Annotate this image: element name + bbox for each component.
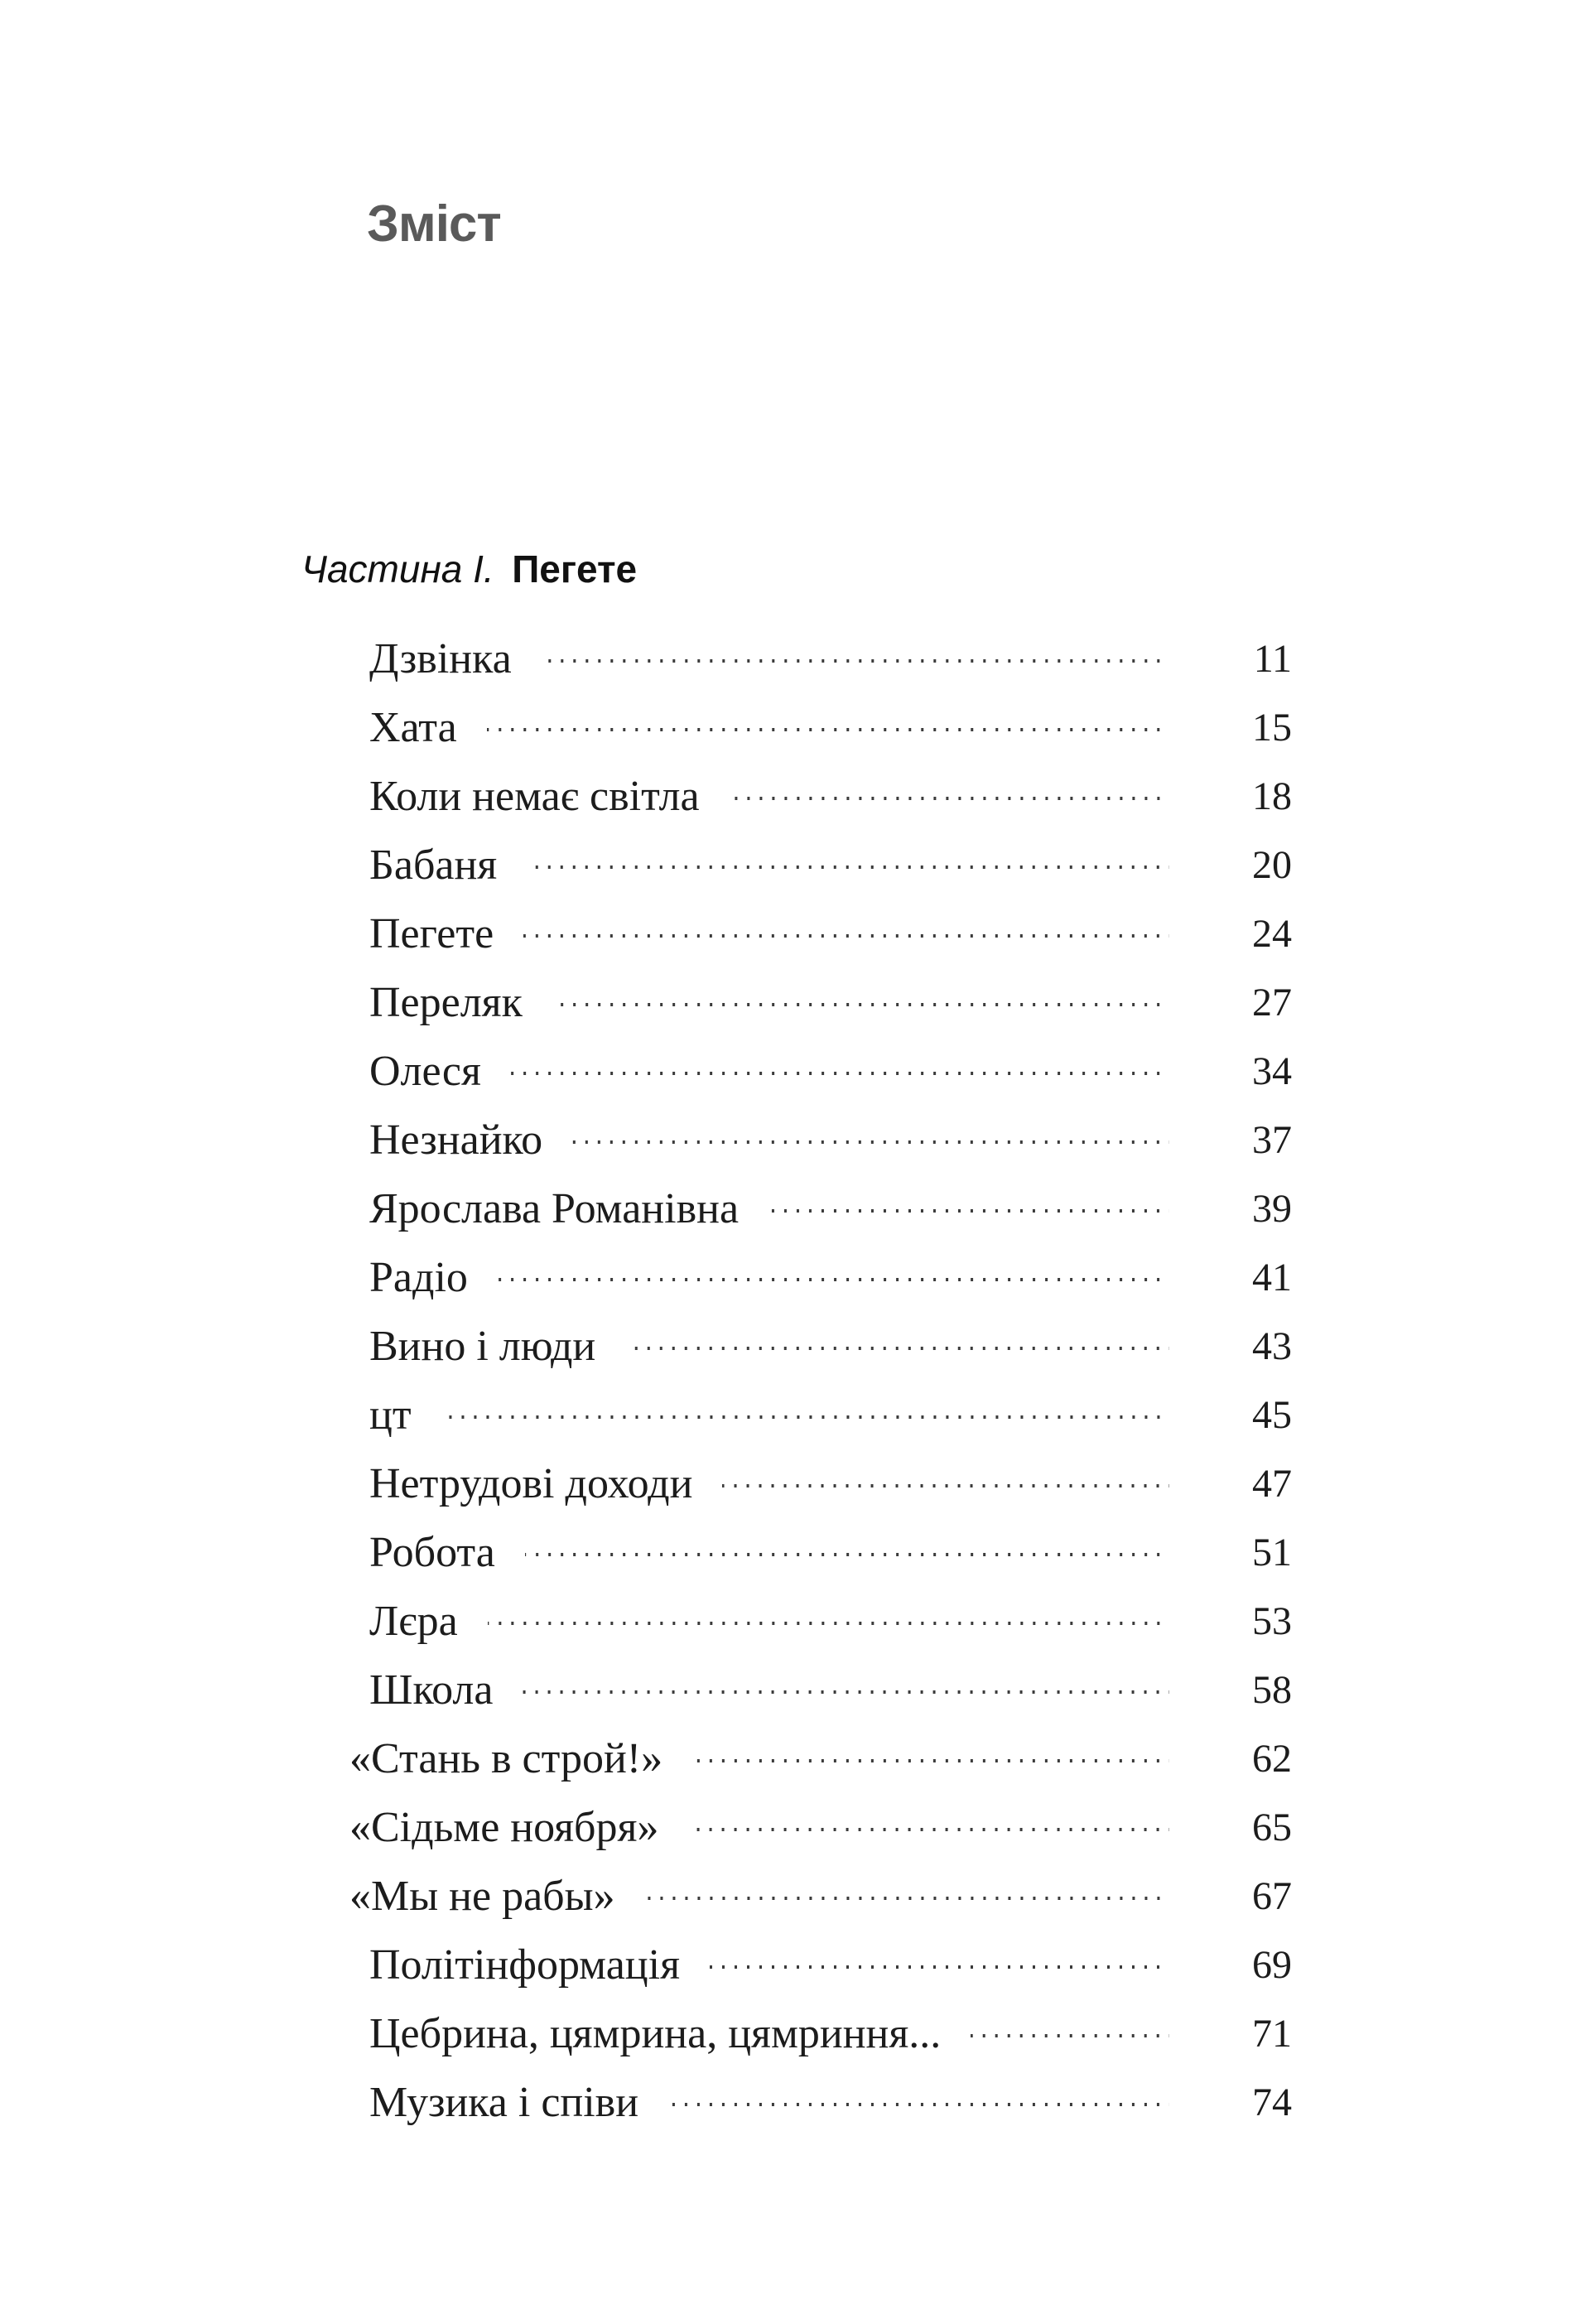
- toc-item-title: Цебрина, цямрина, цямриння...: [369, 2010, 942, 2057]
- dot-leader: [523, 1666, 1169, 1715]
- toc-item-title: Вино і люди: [369, 1323, 596, 1370]
- part-heading: [301, 547, 638, 591]
- dot-leader: [552, 978, 1169, 1028]
- toc-item-title: Радіо: [369, 1254, 468, 1301]
- toc-item-title: Музика і співи: [369, 2079, 639, 2126]
- dot-leader: [768, 1184, 1169, 1234]
- toc-item-page: 51: [1252, 1531, 1292, 1574]
- dot-leader: [572, 1116, 1169, 1165]
- toc-item-page: 24: [1252, 912, 1292, 956]
- toc-item-page: 15: [1252, 706, 1292, 750]
- toc-item-title: Переляк: [369, 979, 523, 1026]
- toc-item-page: 74: [1252, 2081, 1292, 2124]
- dot-leader: [722, 1459, 1169, 1509]
- toc-item-page: 69: [1252, 1943, 1292, 1987]
- toc-row: [369, 772, 1292, 822]
- toc-row: [369, 841, 1292, 890]
- toc-row: [369, 978, 1292, 1028]
- dot-leader: [730, 772, 1169, 822]
- toc-item-page: 47: [1252, 1462, 1292, 1506]
- toc-row: [349, 1803, 1292, 1853]
- toc-row: [369, 634, 1292, 684]
- toc-row: [369, 1459, 1292, 1509]
- dot-leader: [523, 909, 1169, 959]
- toc-row: [369, 1253, 1292, 1303]
- toc-item-title: Бабаня: [369, 841, 498, 889]
- dot-leader: [542, 634, 1169, 684]
- toc-item-title: Пегете: [369, 910, 494, 957]
- toc-item-title: цт: [369, 1391, 412, 1439]
- toc-list: [349, 634, 1292, 2147]
- dot-leader: [527, 841, 1169, 890]
- toc-item-page: 39: [1252, 1187, 1292, 1231]
- dot-leader: [441, 1391, 1169, 1440]
- part-title: Пегете: [512, 547, 638, 591]
- dot-leader: [971, 2009, 1169, 2059]
- toc-item-page: 34: [1252, 1049, 1292, 1093]
- toc-row: [369, 1116, 1292, 1165]
- toc-item-page: 45: [1252, 1393, 1292, 1437]
- toc-row: [369, 1528, 1292, 1578]
- toc-row: [369, 1322, 1292, 1372]
- toc-row: [349, 1734, 1292, 1784]
- toc-row: [369, 2078, 1292, 2128]
- dot-leader: [525, 1528, 1169, 1578]
- toc-item-title: «Мы не рабы»: [349, 1873, 615, 1920]
- toc-row: [369, 1391, 1292, 1440]
- toc-item-page: 20: [1252, 843, 1292, 887]
- toc-item-page: 18: [1252, 774, 1292, 818]
- toc-item-title: Робота: [369, 1529, 495, 1576]
- toc-row: [369, 1597, 1292, 1647]
- dot-leader: [625, 1322, 1169, 1372]
- toc-item-title: Лєра: [369, 1598, 458, 1645]
- toc-item-title: «Стань в строй!»: [349, 1735, 663, 1782]
- toc-item-title: «Сідьме ноября»: [349, 1804, 659, 1851]
- toc-row: [369, 1941, 1292, 1990]
- toc-row: [369, 2009, 1292, 2059]
- toc-item-page: 71: [1252, 2012, 1292, 2056]
- toc-item-page: 53: [1252, 1599, 1292, 1643]
- part-label: Частина І.: [301, 547, 494, 591]
- toc-item-title: Незнайко: [369, 1116, 543, 1164]
- dot-leader: [688, 1803, 1169, 1853]
- page-title: Зміст: [367, 195, 501, 253]
- toc-item-page: 43: [1252, 1324, 1292, 1368]
- toc-item-title: Ярослава Романівна: [369, 1185, 740, 1232]
- toc-row: [349, 1872, 1292, 1921]
- toc-item-title: Дзвінка: [369, 635, 512, 682]
- toc-row: [369, 703, 1292, 753]
- dot-leader: [511, 1047, 1169, 1097]
- dot-leader: [668, 2078, 1169, 2128]
- toc-item-page: 41: [1252, 1256, 1292, 1299]
- toc-item-page: 11: [1253, 637, 1292, 681]
- dot-leader: [645, 1872, 1169, 1921]
- toc-item-title: Коли немає світла: [369, 773, 700, 820]
- toc-item-title: Нетрудові доходи: [369, 1460, 693, 1507]
- toc-item-page: 27: [1252, 981, 1292, 1025]
- dot-leader: [692, 1734, 1169, 1784]
- toc-row: [369, 1047, 1292, 1097]
- dot-leader: [488, 1597, 1169, 1647]
- toc-row: [369, 1184, 1292, 1234]
- toc-item-page: 37: [1252, 1118, 1292, 1162]
- toc-row: [369, 909, 1292, 959]
- toc-item-title: Олеся: [369, 1048, 481, 1095]
- toc-item-page: 62: [1252, 1737, 1292, 1781]
- toc-item-title: Хата: [369, 704, 457, 751]
- dot-leader: [487, 703, 1169, 753]
- toc-item-title: Політінформація: [369, 1941, 680, 1989]
- toc-row: [369, 1666, 1292, 1715]
- toc-item-page: 67: [1252, 1874, 1292, 1918]
- dot-leader: [710, 1941, 1169, 1990]
- dot-leader: [498, 1253, 1169, 1303]
- toc-item-title: Школа: [369, 1666, 494, 1714]
- toc-item-page: 58: [1252, 1668, 1292, 1712]
- toc-item-page: 65: [1252, 1806, 1292, 1849]
